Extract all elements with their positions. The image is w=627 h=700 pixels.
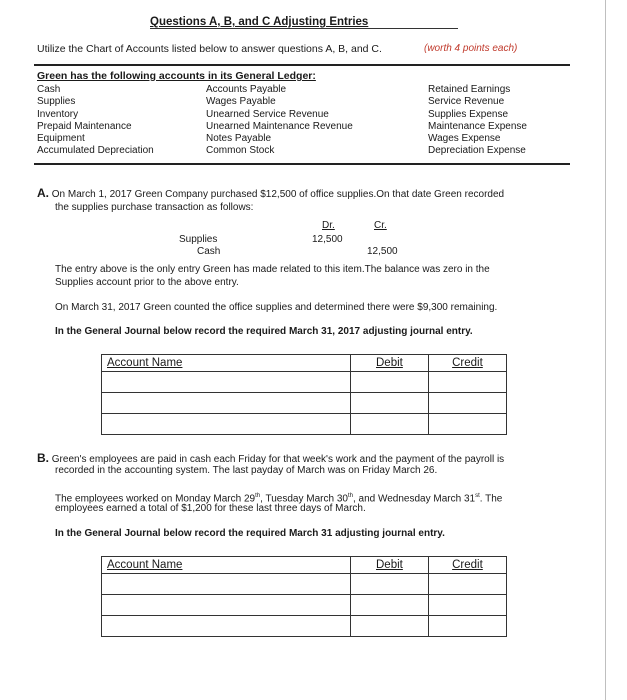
question-b-para2-line2: employees earned a total of $1,200 for these last three days of March. [55,503,366,514]
journal-row [102,574,507,595]
journal-row [102,393,507,414]
ledger-column-2 [206,84,353,158]
account-name-header: Account Name [102,355,351,372]
entry-credit-account: Cash [197,246,221,257]
account-name-cell[interactable] [102,616,351,637]
debit-cell[interactable] [350,616,428,637]
journal-row [102,372,507,393]
ledger-account: Accounts Payable [206,84,287,95]
ledger-column-3 [428,84,527,158]
debit-header: Debit [350,557,428,574]
ledger-account: Common Stock [206,145,275,157]
ledger-account: Equipment [37,133,85,145]
ledger-account: Supplies Expense [428,108,509,120]
cr-header: Cr. [374,220,387,231]
ledger-account: Wages Payable [206,96,276,108]
ledger-account: Cash [37,84,61,95]
ledger-account: Retained Earnings [428,84,511,95]
credit-header: Credit [428,557,506,574]
journal-header-row [102,557,507,574]
question-b-line2: recorded in the accounting system. The last payday of March was on Friday March 26. [55,465,438,476]
account-name-cell[interactable] [102,595,351,616]
credit-cell[interactable] [428,393,506,414]
credit-cell[interactable] [428,372,506,393]
ledger-column-1 [37,84,154,158]
points-note: (worth 4 points each) [424,43,518,54]
intro-text: Utilize the Chart of Accounts listed below to answer questions A, B, and C. [37,43,382,55]
ledger-title: Green has the following accounts in its General Ledger: [37,70,316,82]
credit-cell[interactable] [428,595,506,616]
question-a-letter: A. [37,186,49,200]
credit-cell[interactable] [428,414,506,435]
credit-cell[interactable] [428,574,506,595]
account-name-header: Account Name [102,557,351,574]
ledger-account: Depreciation Expense [428,145,526,157]
journal-row [102,414,507,435]
ledger-account: Unearned Service Revenue [206,108,329,120]
credit-header: Credit [428,355,506,372]
entry-credit-amount: 12,500 [367,246,398,257]
dr-header: Dr. [322,220,335,231]
title-underline [150,28,458,29]
account-name-cell[interactable] [102,393,351,414]
journal-table-b [101,556,507,637]
ledger-account: Maintenance Expense [428,120,527,132]
question-a-para3: On March 31, 2017 Green counted the office supplies and determined there were $9,300 remaining. [55,302,498,313]
question-a-para2-line1: The entry above is the only entry Green has made related to this item.The balance was zero in the [55,264,490,275]
credit-cell[interactable] [428,616,506,637]
ledger-account: Service Revenue [428,96,505,108]
ledger-account: Unearned Maintenance Revenue [206,120,353,132]
account-name-cell[interactable] [102,574,351,595]
journal-row [102,595,507,616]
ledger-account: Wages Expense [428,133,501,145]
ledger-account: Prepaid Maintenance [37,120,132,132]
question-a-line2: the supplies purchase transaction as follows: [55,202,254,213]
question-b-para2-line1: The employees worked on Monday March 29th, Tuesday March 30th, and Wednesday March 31st. The [55,493,503,505]
page-right-border [605,0,606,700]
debit-header: Debit [350,355,428,372]
question-a-para2-line2: Supplies account prior to the above entry. [55,277,239,288]
ledger-account: Inventory [37,108,79,120]
journal-header-row [102,355,507,372]
debit-cell[interactable] [350,574,428,595]
question-a-line1 [37,187,504,202]
question-a-text: On March 1, 2017 Green Company purchased $12,500 of office supplies.On that date Green recorded [51,189,505,200]
ledger-top-rule [34,64,570,66]
entry-debit-account: Supplies [179,234,218,245]
journal-table-a [101,354,507,435]
journal-row [102,616,507,637]
debit-cell[interactable] [350,393,428,414]
debit-cell[interactable] [350,595,428,616]
debit-cell[interactable] [350,372,428,393]
question-b-instruction: In the General Journal below record the required March 31 adjusting journal entry. [55,528,445,539]
question-b-text: Green's employees are paid in cash each Friday for that week's work and the payment of the payroll is [51,454,505,465]
account-name-cell[interactable] [102,414,351,435]
ledger-account: Accumulated Depreciation [37,145,154,157]
ledger-bottom-rule [34,163,570,165]
debit-cell[interactable] [350,414,428,435]
ledger-account: Notes Payable [206,133,272,145]
account-name-cell[interactable] [102,372,351,393]
ledger-account: Supplies [37,96,76,108]
entry-debit-amount: 12,500 [312,234,343,245]
question-b-letter: B. [37,451,49,465]
page-title: Questions A, B, and C Adjusting Entries [150,16,369,28]
question-a-instruction: In the General Journal below record the required March 31, 2017 adjusting journal entry. [55,326,473,337]
